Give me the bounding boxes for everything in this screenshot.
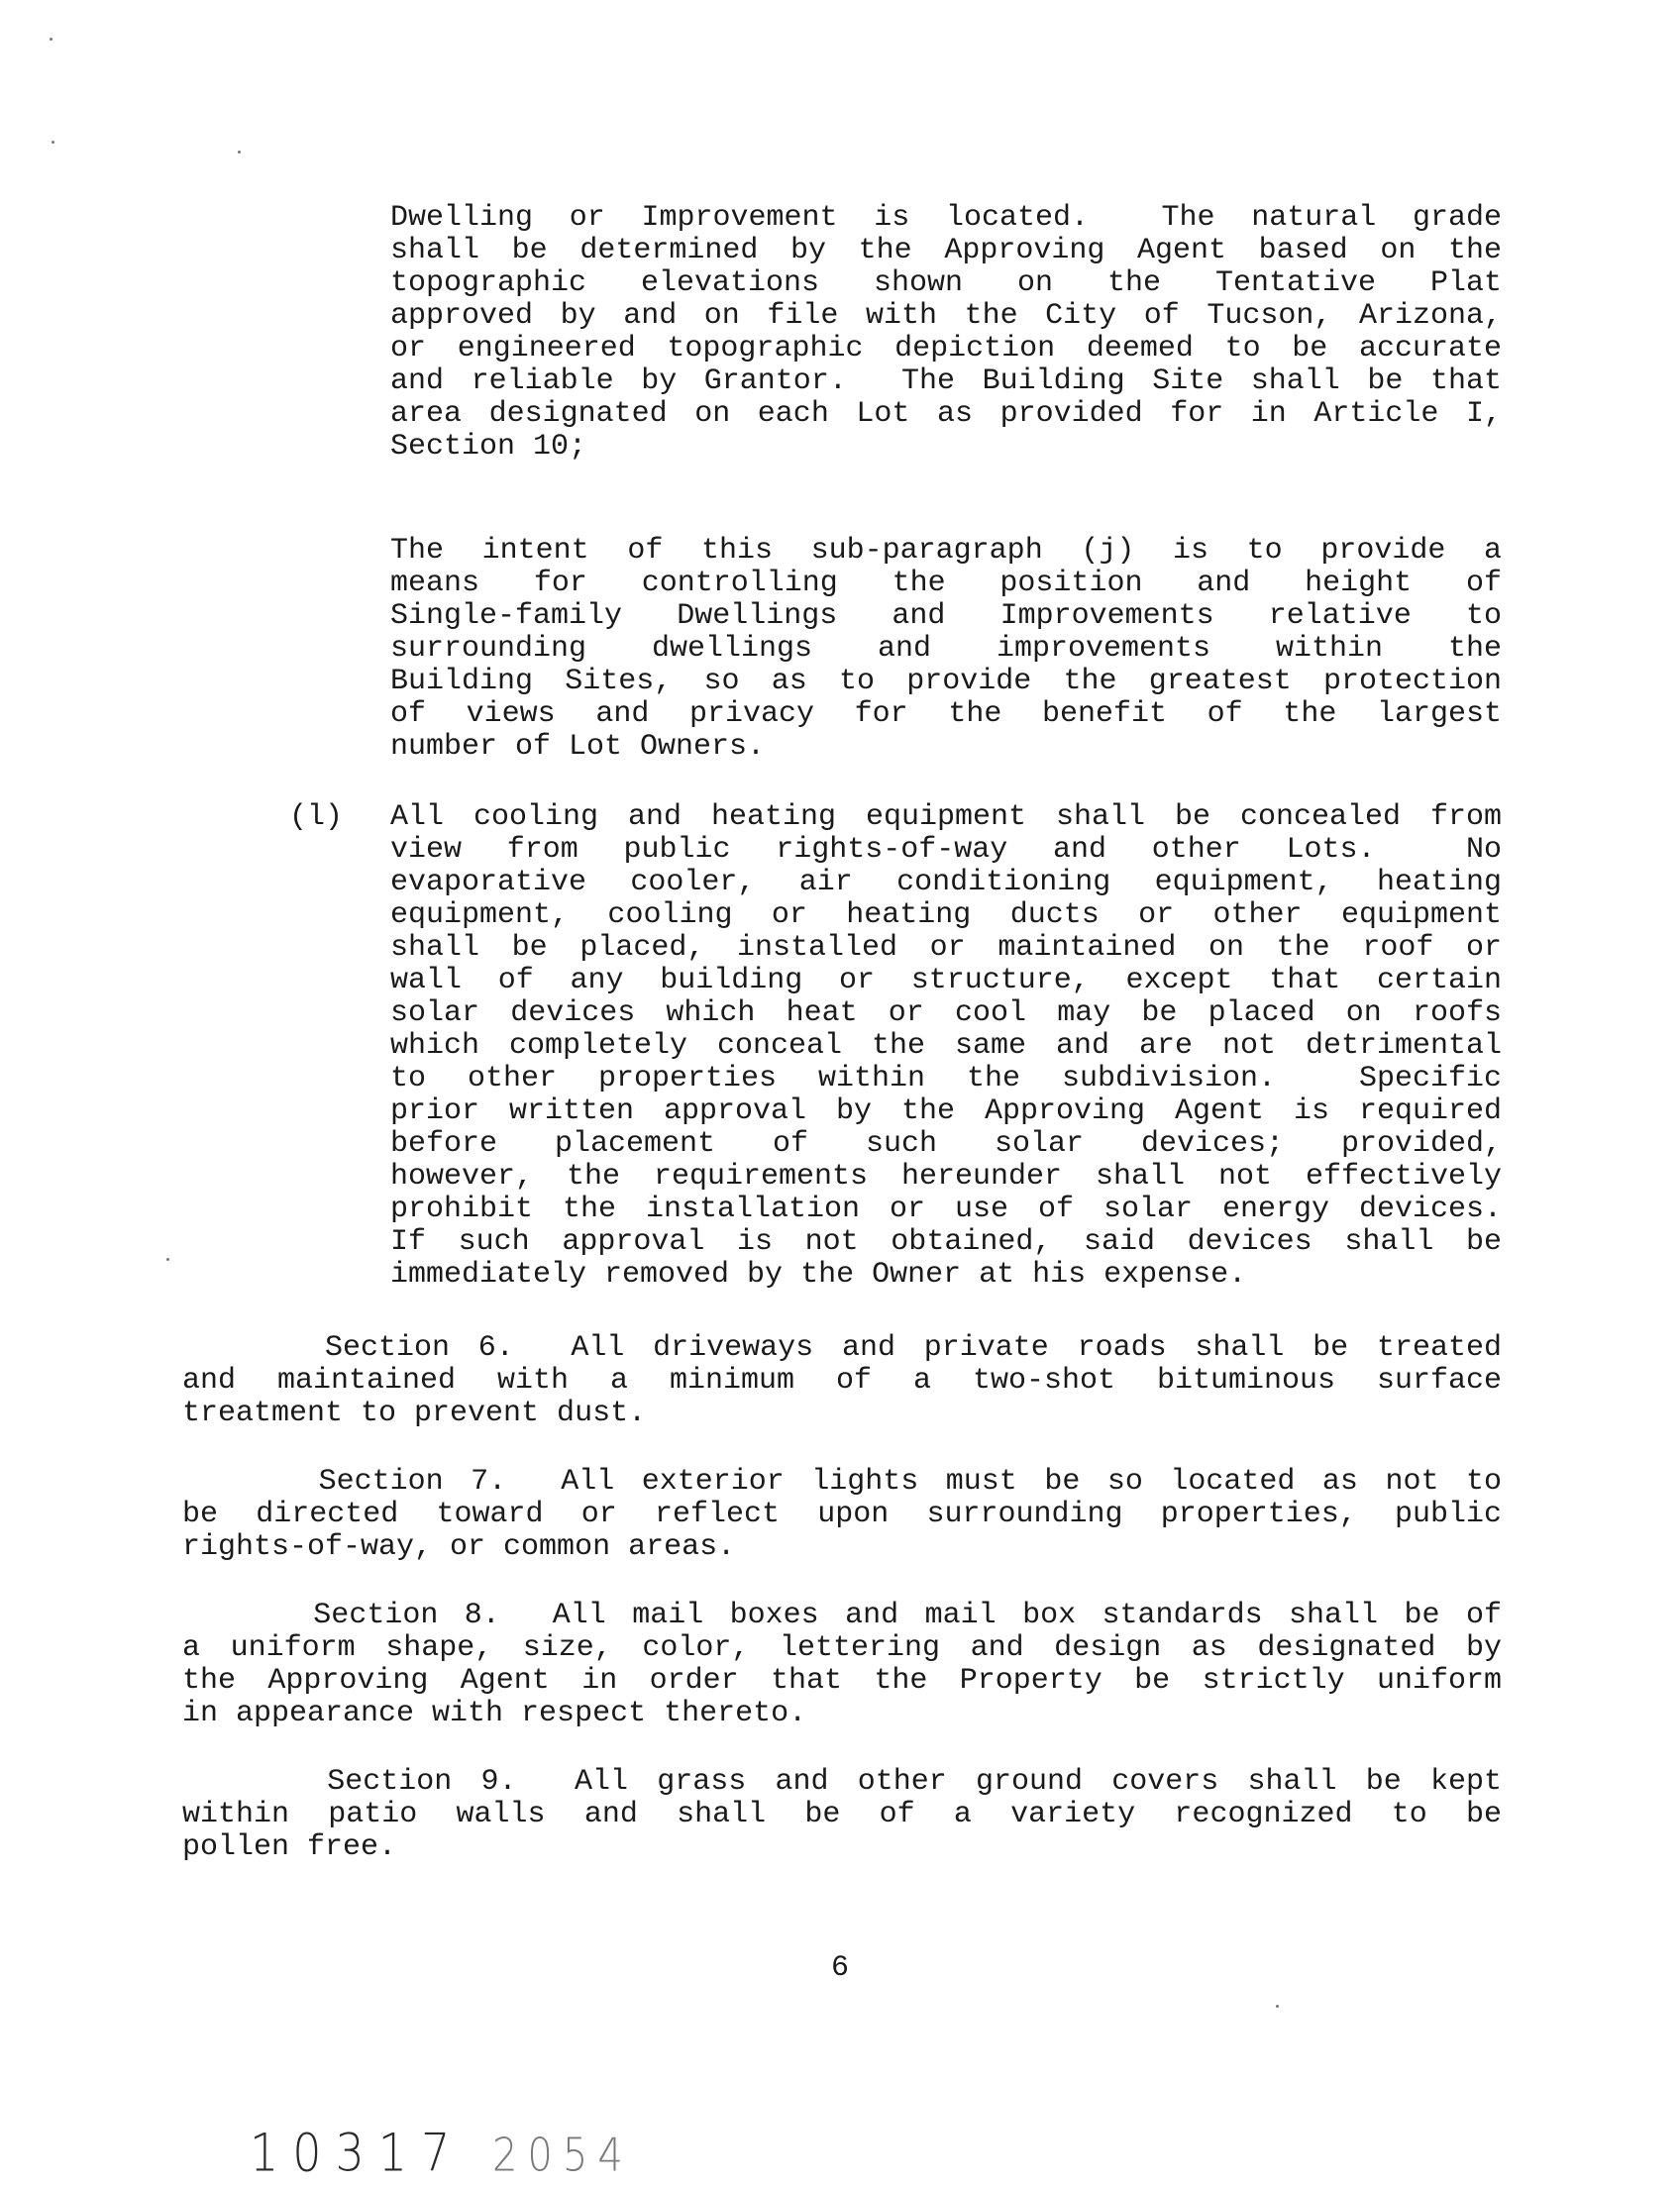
text-line: before placement of such solar devices; provided, bbox=[390, 1127, 1502, 1161]
page-number: 6 bbox=[830, 1951, 849, 1985]
scan-speck bbox=[50, 38, 52, 41]
stamp-page: 2054 bbox=[491, 2130, 633, 2182]
scan-speck bbox=[238, 151, 241, 154]
text-line: Section 7. All exterior lights must be so located as not to bbox=[182, 1465, 1502, 1499]
stamp-number: 10317 bbox=[250, 2121, 465, 2184]
text-line: and reliable by Grantor. The Building Site shall be that bbox=[390, 364, 1502, 398]
text-line: which completely conceal the same and are not detrimental bbox=[390, 1029, 1502, 1063]
text-line: shall be placed, installed or maintained on the roof or bbox=[390, 931, 1502, 965]
text-line: rights-of-way, or common areas. bbox=[182, 1530, 736, 1564]
text-line: Dwelling or Improvement is located. The natural grade bbox=[390, 201, 1502, 235]
text-line: prior written approval by the Approving Agent is required bbox=[390, 1094, 1502, 1128]
text-line: means for controlling the position and height of bbox=[390, 567, 1502, 600]
text-line: view from public rights-of-way and other Lots. No bbox=[390, 833, 1502, 867]
text-line: Section 10; bbox=[390, 430, 587, 464]
scan-speck bbox=[52, 141, 54, 144]
text-line: All cooling and heating equipment shall be concealed from bbox=[390, 800, 1502, 834]
text-line: number of Lot Owners. bbox=[390, 730, 766, 764]
item-label: (l) bbox=[289, 800, 344, 834]
text-line: surrounding dwellings and improvements within the bbox=[390, 632, 1502, 666]
text-line: immediately removed by the Owner at his expense. bbox=[390, 1258, 1247, 1292]
text-line: Building Sites, so as to provide the greatest protection bbox=[390, 665, 1502, 698]
intent-paragraph bbox=[390, 535, 1502, 764]
text-line: pollen free. bbox=[182, 1830, 397, 1864]
text-line: Section 6. All driveways and private roads shall be treated bbox=[182, 1331, 1502, 1365]
text-line: solar devices which heat or cool may be placed on roofs bbox=[390, 996, 1502, 1030]
text-line: of views and privacy for the benefit of the largest bbox=[390, 697, 1502, 731]
text-line: The intent of this sub-paragraph (j) is to provide a bbox=[390, 534, 1502, 568]
scan-speck bbox=[1276, 2005, 1279, 2008]
text-line: prohibit the installation or use of solar energy devices. bbox=[390, 1193, 1502, 1226]
section-8-paragraph bbox=[182, 1600, 1502, 1730]
text-line: area designated on each Lot as provided for in Article I, bbox=[390, 397, 1502, 431]
text-line: Section 8. All mail boxes and mail box standards shall be of bbox=[182, 1599, 1502, 1632]
text-line: approved by and on file with the City of Tucson, Arizona, bbox=[390, 299, 1502, 333]
recording-stamp bbox=[250, 2122, 633, 2183]
text-line: or engineered topographic depiction deemed to be accurate bbox=[390, 332, 1502, 365]
section-6-paragraph bbox=[182, 1332, 1502, 1430]
text-line: wall of any building or structure, except that certain bbox=[390, 964, 1502, 997]
text-line: shall be determined by the Approving Agent based on the bbox=[390, 234, 1502, 267]
text-line: Single-family Dwellings and Improvements relative to bbox=[390, 599, 1502, 633]
section-9-paragraph bbox=[182, 1766, 1502, 1864]
text-line: within patio walls and shall be of a variety recognized to be bbox=[182, 1798, 1502, 1831]
text-line: topographic elevations shown on the Tentative Plat bbox=[390, 266, 1502, 300]
text-line: and maintained with a minimum of a two-shot bituminous surface bbox=[182, 1364, 1502, 1398]
continuation-paragraph bbox=[390, 202, 1502, 464]
text-line: be directed toward or reflect upon surrounding properties, public bbox=[182, 1498, 1502, 1531]
item-l-paragraph bbox=[390, 801, 1502, 1292]
text-line: If such approval is not obtained, said devices shall be bbox=[390, 1225, 1502, 1259]
text-line: equipment, cooling or heating ducts or other equipment bbox=[390, 898, 1502, 932]
text-line: Section 9. All grass and other ground covers shall be kept bbox=[182, 1765, 1502, 1799]
text-line: a uniform shape, size, color, lettering and design as designated by bbox=[182, 1631, 1502, 1665]
text-line: evaporative cooler, air conditioning equipment, heating bbox=[390, 866, 1502, 899]
text-line: in appearance with respect thereto. bbox=[182, 1697, 807, 1730]
text-line: treatment to prevent dust. bbox=[182, 1397, 647, 1430]
text-line: however, the requirements hereunder shall not effectively bbox=[390, 1160, 1502, 1194]
section-7-paragraph bbox=[182, 1466, 1502, 1564]
scan-speck bbox=[166, 1258, 169, 1261]
text-line: to other properties within the subdivision. Specific bbox=[390, 1062, 1502, 1095]
text-line: the Approving Agent in order that the Property be strictly uniform bbox=[182, 1664, 1502, 1698]
